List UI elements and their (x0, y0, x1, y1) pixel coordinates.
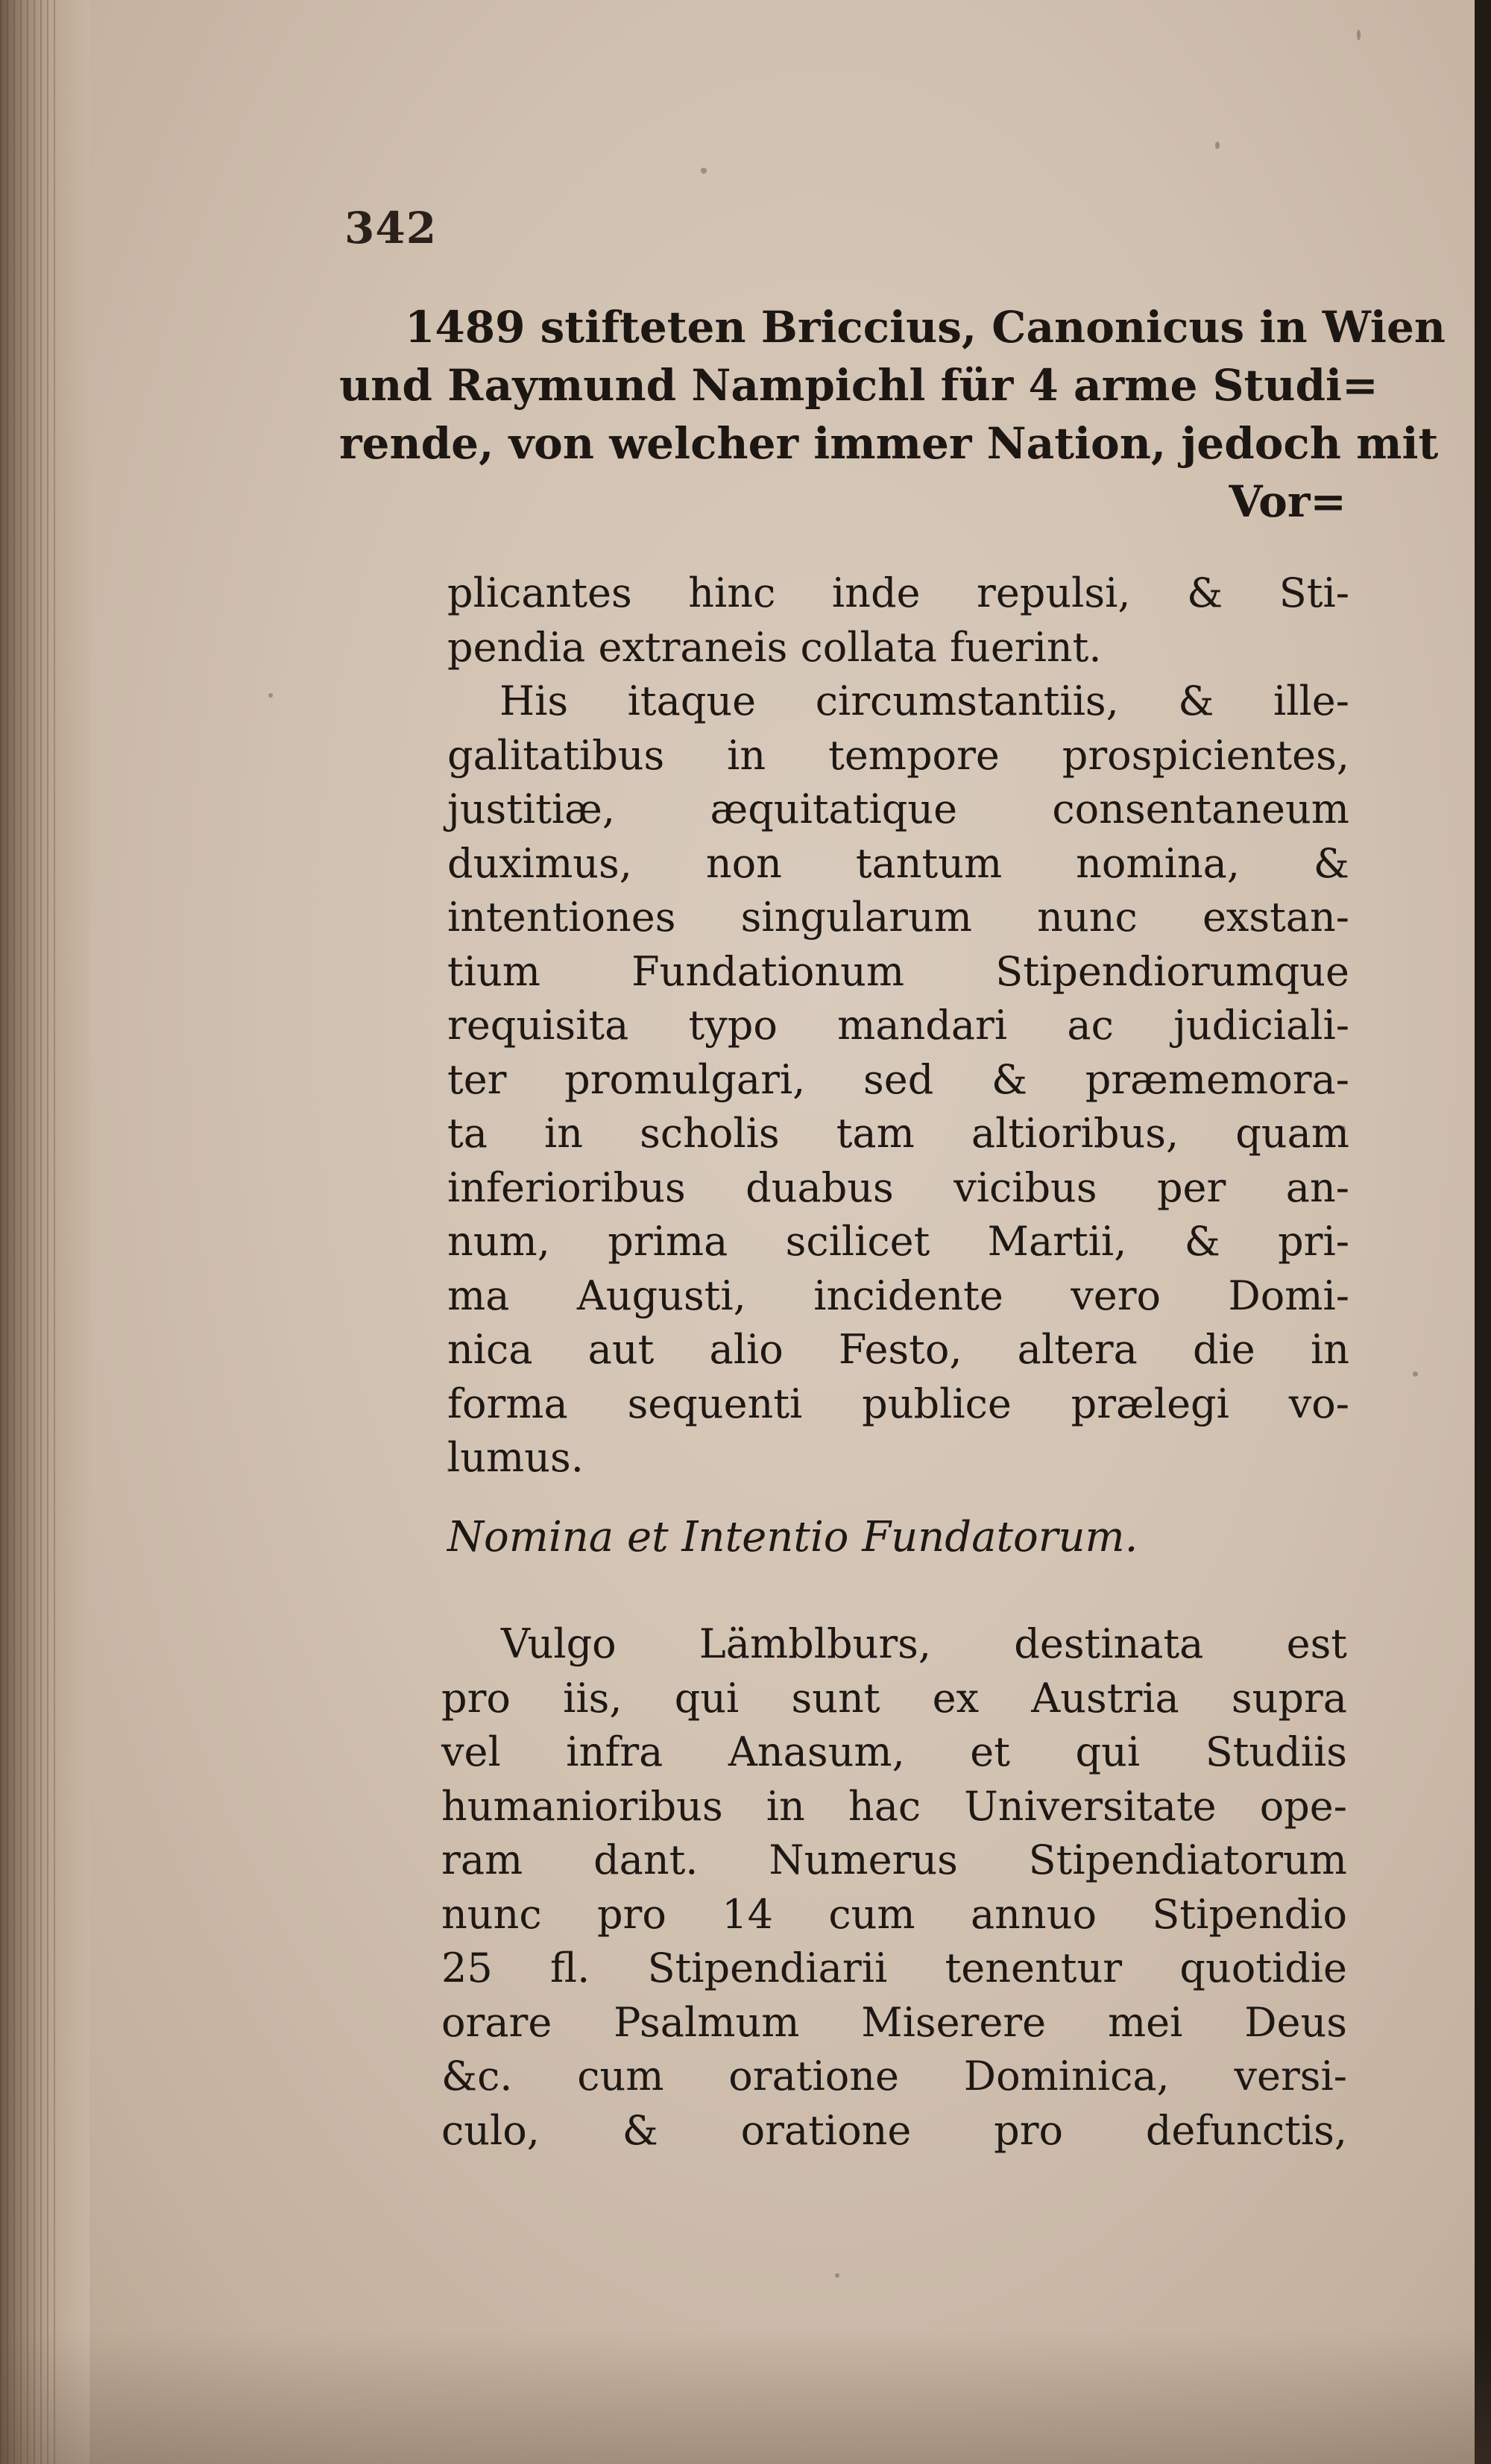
latin-line: galitatibus in tempore prospicientes, (447, 731, 1349, 779)
latin-line: ter promulgari, sed & præmemora- (447, 1055, 1349, 1103)
paper-speck (1357, 30, 1361, 40)
latin-paragraph (447, 566, 1349, 1485)
latin-line: justitiæ, æquitatique consentaneum (447, 786, 1349, 833)
german-line: und Raymund Nampichl für 4 arme Studi= (339, 360, 1378, 411)
latin-line: nica aut alio Festo, altera die in (447, 1326, 1349, 1373)
page-stack-lines (0, 0, 60, 2464)
latin-line: intentiones singularum nunc exstan- (447, 894, 1349, 941)
fundation-line: 25 fl. Stipendiarii tenentur quotidie (441, 1945, 1347, 1991)
latin-line: inferioribus duabus vicibus per an- (447, 1163, 1349, 1211)
section-heading: Nomina et Intentio Fundatorum. (447, 1513, 1138, 1561)
latin-line: plicantes hinc inde repulsi, & Sti- (447, 569, 1349, 616)
latin-line: lumus. (447, 1434, 584, 1481)
paper-speck (835, 2273, 839, 2278)
latin-line: pendia extraneis collata fuerint. (447, 623, 1102, 671)
fundation-line: Vulgo Lämblburs, destinata est (501, 1620, 1347, 1667)
fundation-line: orare Psalmum Miserere mei Deus (441, 1998, 1347, 2046)
fundation-line: vel infra Anasum, et qui Studiis (441, 1728, 1347, 1775)
page-number: 342 (344, 203, 438, 253)
german-paragraph (339, 298, 1446, 531)
catchword: Vor= (1229, 476, 1346, 527)
latin-line: His itaque circumstantiis, & ille- (499, 677, 1349, 724)
latin-line: requisita typo mandari ac judiciali- (447, 1002, 1349, 1049)
paper-speck (1215, 142, 1220, 149)
latin-line: num, prima scilicet Martii, & pri- (447, 1218, 1349, 1265)
latin-line: duximus, non tantum nomina, & (447, 839, 1349, 887)
paper-speck (268, 693, 273, 698)
bottom-shade (0, 2330, 1491, 2464)
fundation-line: pro iis, qui sunt ex Austria supra (441, 1674, 1347, 1722)
german-line: 1489 stifteten Briccius, Canonicus in Wien (405, 302, 1446, 353)
latin-line: tium Fundationum Stipendiorumque (447, 947, 1349, 995)
fundation-paragraph (441, 1617, 1347, 2158)
latin-line: ma Augusti, incidente vero Domi- (447, 1272, 1349, 1319)
fundation-line: nunc pro 14 cum annuo Stipendio (441, 1890, 1347, 1938)
latin-line: ta in scholis tam altioribus, quam (447, 1110, 1349, 1157)
fundation-line: culo, & oratione pro defunctis, (441, 2106, 1347, 2154)
german-line: rende, von welcher immer Nation, jedoch mit (339, 418, 1439, 469)
paper-speck (1413, 1371, 1418, 1377)
binding-shadow (1475, 0, 1491, 2464)
fundation-line: humanioribus in hac Universitate ope- (441, 1782, 1347, 1830)
latin-line: forma sequenti publice prælegi vo- (447, 1380, 1349, 1427)
paper-speck (701, 168, 707, 174)
fundation-line: ram dant. Numerus Stipendiatorum (441, 1836, 1347, 1883)
fundation-line: &c. cum oratione Dominica, versi- (441, 2053, 1347, 2100)
